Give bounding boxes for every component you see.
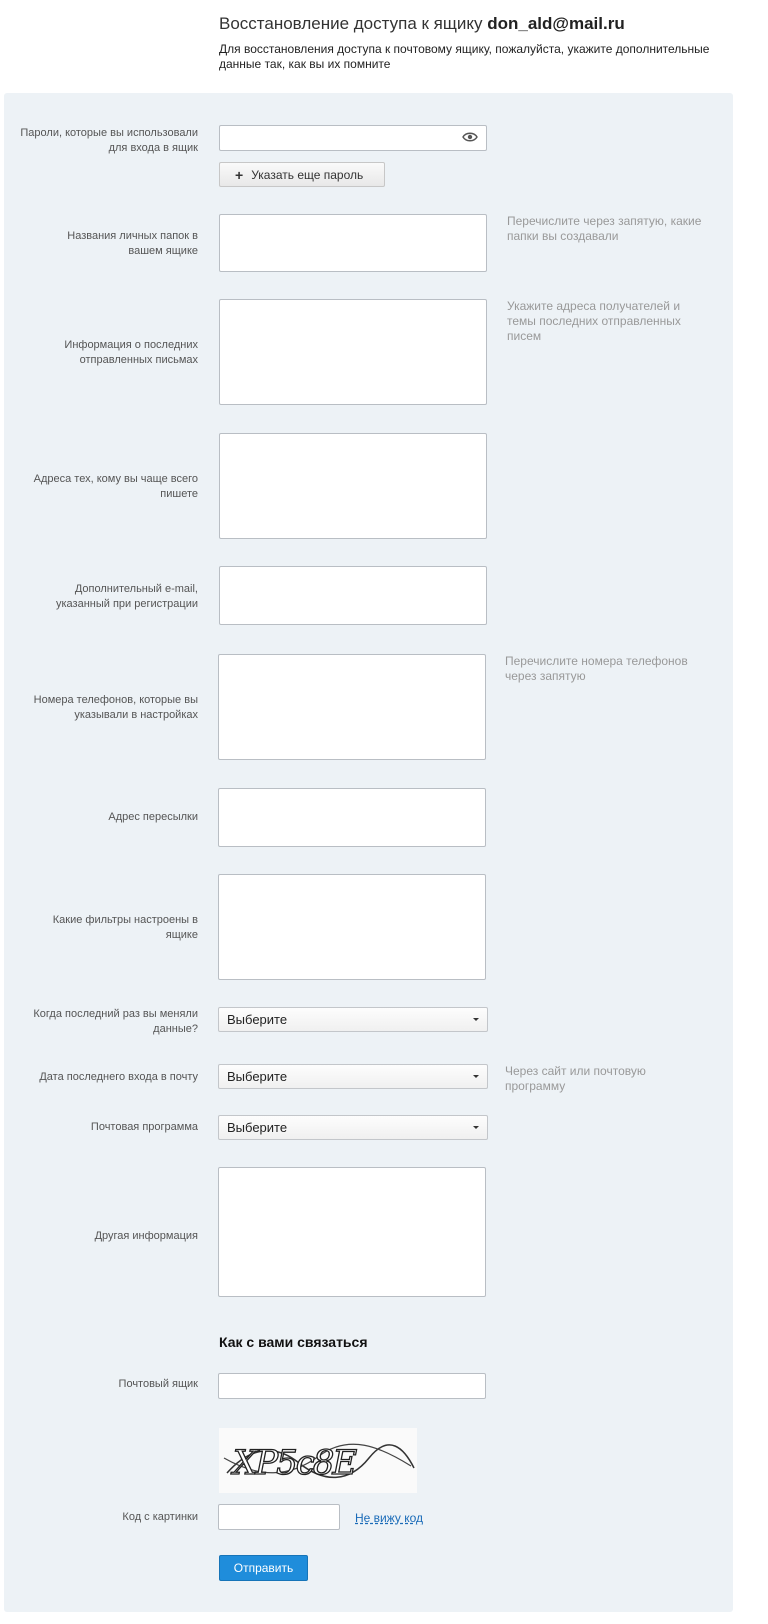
last-change-select[interactable] — [218, 1007, 488, 1032]
mail-client-label: Почтовая программа — [90, 1121, 198, 1133]
no-code-link[interactable]: Не вижу код — [355, 1511, 424, 1525]
filters-textarea[interactable] — [218, 874, 486, 980]
captcha-image — [219, 1428, 417, 1493]
frequent-recipients-label: Адреса тех, кому вы чаще всего пишете — [33, 473, 198, 500]
captcha-text: XP5c8E — [233, 1443, 356, 1483]
passwords-label: Пароли, которые вы использовали для входа в ящик — [20, 127, 198, 154]
submit-label: Отправить — [233, 1561, 294, 1575]
submit-button[interactable] — [219, 1555, 308, 1581]
sent-letters-hint: Укажите адреса получателей и темы последних отправленных писем — [507, 299, 681, 343]
phones-hint: Перечислите номера телефонов через запятую — [505, 654, 688, 683]
folders-label: Названия личных папок в вашем ящике — [67, 230, 198, 257]
other-info-textarea[interactable] — [218, 1167, 486, 1297]
sent-letters-textarea[interactable] — [219, 299, 487, 405]
last-login-label: Дата последнего входа в почту — [39, 1071, 198, 1083]
mailbox-label: Почтовый ящик — [118, 1378, 198, 1390]
chevron-down-icon — [473, 1018, 479, 1021]
page-description: Для восстановления доступа к почтовому ящику, пожалуйста, укажите дополнительные данные так, как вы их помните — [219, 42, 710, 71]
extra-email-textarea[interactable] — [219, 566, 487, 625]
password-field[interactable] — [219, 125, 487, 151]
code-label: Код с картинки — [122, 1511, 198, 1523]
mailbox-input[interactable] — [218, 1373, 486, 1399]
plus-icon: + — [235, 166, 244, 183]
add-password-label: Указать еще пароль — [251, 167, 364, 182]
page-title — [219, 14, 625, 34]
contact-section-title: Как с вами связаться — [219, 1334, 368, 1350]
phones-label: Номера телефонов, которые вы указывали в настройках — [33, 694, 198, 721]
last-login-hint: Через сайт или почтовую программу — [505, 1064, 646, 1093]
add-password-button[interactable] — [219, 162, 385, 187]
mail-client-value: Выберите — [227, 1120, 288, 1135]
show-password-icon[interactable] — [462, 131, 478, 143]
other-info-label: Другая информация — [94, 1230, 198, 1242]
last-change-value: Выберите — [227, 1012, 288, 1027]
chevron-down-icon — [473, 1075, 479, 1078]
chevron-down-icon — [473, 1126, 479, 1129]
last-login-value: Выберите — [227, 1069, 288, 1084]
captcha-code-input[interactable] — [218, 1504, 340, 1530]
title-prefix: Восстановление доступа к ящику — [219, 14, 483, 33]
account-email: don_ald@mail.ru — [487, 14, 625, 33]
filters-label: Какие фильтры настроены в ящике — [52, 914, 198, 941]
extra-email-label: Дополнительный e-mail, указанный при регистрации — [56, 583, 198, 610]
frequent-recipients-textarea[interactable] — [219, 433, 487, 539]
forward-label: Адрес пересылки — [108, 811, 198, 823]
last-login-select[interactable] — [218, 1064, 488, 1089]
mail-client-select[interactable] — [218, 1115, 488, 1140]
folders-hint: Перечислите через запятую, какие папки вы создавали — [507, 214, 702, 243]
captcha-drawing — [219, 1428, 417, 1493]
phones-textarea[interactable] — [218, 654, 486, 760]
forward-textarea[interactable] — [218, 788, 486, 847]
sent-letters-label: Информация о последних отправленных письмах — [64, 339, 198, 366]
folders-textarea[interactable] — [219, 214, 487, 272]
last-change-label: Когда последний раз вы меняли данные? — [33, 1008, 198, 1035]
